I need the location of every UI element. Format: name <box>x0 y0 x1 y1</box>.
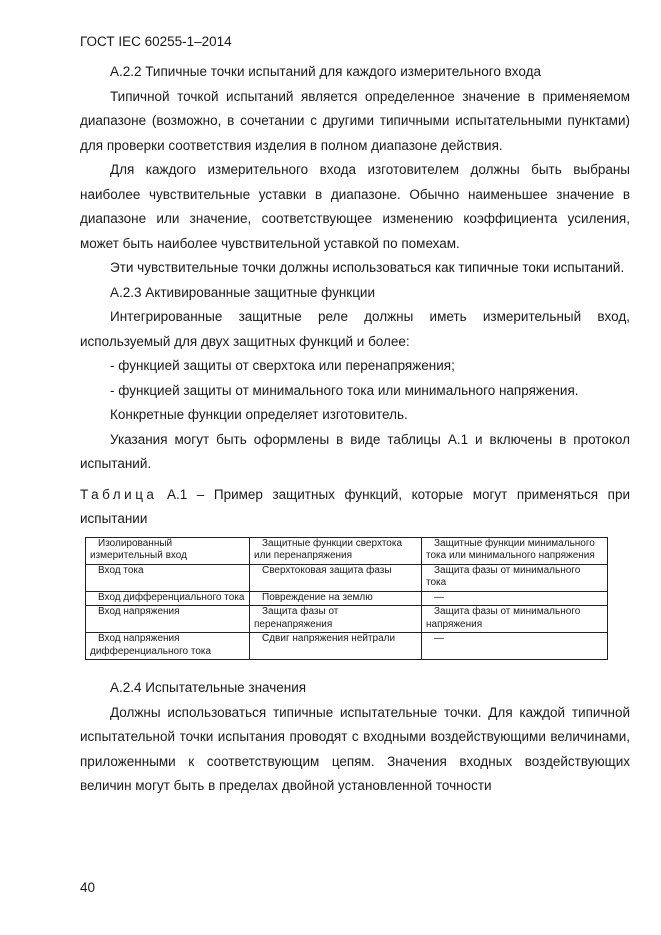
table-cell: Повреждение на землю <box>250 591 422 606</box>
section-a224-heading: А.2.4 Испытательные значения <box>110 680 307 695</box>
table-cell: Сдвиг напряжения нейтрали <box>250 633 422 660</box>
table-cell: Вход напряжения дифференциального тока <box>86 633 250 660</box>
table-row <box>86 633 608 660</box>
table-header-cell: Защитные функции сверхтока или перенапряжения <box>250 537 422 564</box>
paragraph: Указания могут быть оформлены в виде таблицы А.1 и включены в протокол испытаний. <box>80 431 630 471</box>
table-cell: — <box>422 591 608 606</box>
table-caption <box>80 483 630 531</box>
page-content <box>80 60 630 799</box>
paragraph: Конкретные функции определяет изготовитель. <box>110 407 408 422</box>
table-header-row <box>86 537 608 564</box>
table-row <box>86 564 608 591</box>
section-a223-heading: А.2.3 Активированные защитные функции <box>110 284 376 300</box>
table-cell: Вход напряжения <box>86 606 250 633</box>
table-cell: Защита фазы от перенапряжения <box>250 606 422 633</box>
table-caption-text: А.1 – Пример защитных функций, которые могут применяться при испытании <box>80 486 630 526</box>
table-cell: Сверхтоковая защита фазы <box>250 564 422 591</box>
section-a222-heading: А.2.2 Типичные точки испытаний для каждого измерительного входа <box>110 64 541 79</box>
table-cell: Вход тока <box>86 564 250 591</box>
table-cell: — <box>422 633 608 660</box>
table-header-cell: Изолированный измерительный вход <box>86 537 250 564</box>
paragraph: Интегрированные защитные реле должны иметь измерительный вход, используемый для двух защитных функций и более: <box>80 309 630 349</box>
paragraph: Должны использоваться типичные испытательные точки. Для каждой типичной испытательной точки испытания проводят с входными воздействующими величинами, приложенными к соответствующим цепям. Значения входных воздействующих величин могут быть в пределах двойной установленной точности <box>80 704 630 793</box>
table-caption-label: Таблица <box>80 486 158 502</box>
list-item: - функцией защиты от сверхтока или перенапряжения; <box>110 358 455 373</box>
paragraph: Типичной точкой испытаний является определенное значение в применяемом диапазоне (возможно, в сочетании с другими типичными испытательными пунктами) для проверки соответствия изделия в полном диапазоне действия. <box>80 88 630 153</box>
table-cell: Вход дифференциального тока <box>86 591 250 606</box>
protection-functions-table <box>85 537 608 661</box>
table-header-cell: Защитные функции минимального тока или минимального напряжения <box>422 537 608 564</box>
page-number: 40 <box>80 880 96 895</box>
table-row <box>86 606 608 633</box>
table-cell: Защита фазы от минимального напряжения <box>422 606 608 633</box>
list-item: - функцией защиты от минимального тока или минимального напряжения. <box>110 382 579 398</box>
table-row <box>86 591 608 606</box>
table-cell: Защита фазы от минимального тока <box>422 564 608 591</box>
paragraph: Для каждого измерительного входа изготовителем должны быть выбраны наиболее чувствительные уставки в диапазоне. Обычно наименьшее значение в диапазоне или значение, соответствующее изменению коэффициента усиления, может быть наиболее чувствительной уставкой по помехам. <box>80 162 630 251</box>
document-header: ГОСТ IEC 60255-1–2014 <box>80 34 232 49</box>
paragraph: Эти чувствительные точки должны использоваться как типичные токи испытаний. <box>110 260 625 275</box>
